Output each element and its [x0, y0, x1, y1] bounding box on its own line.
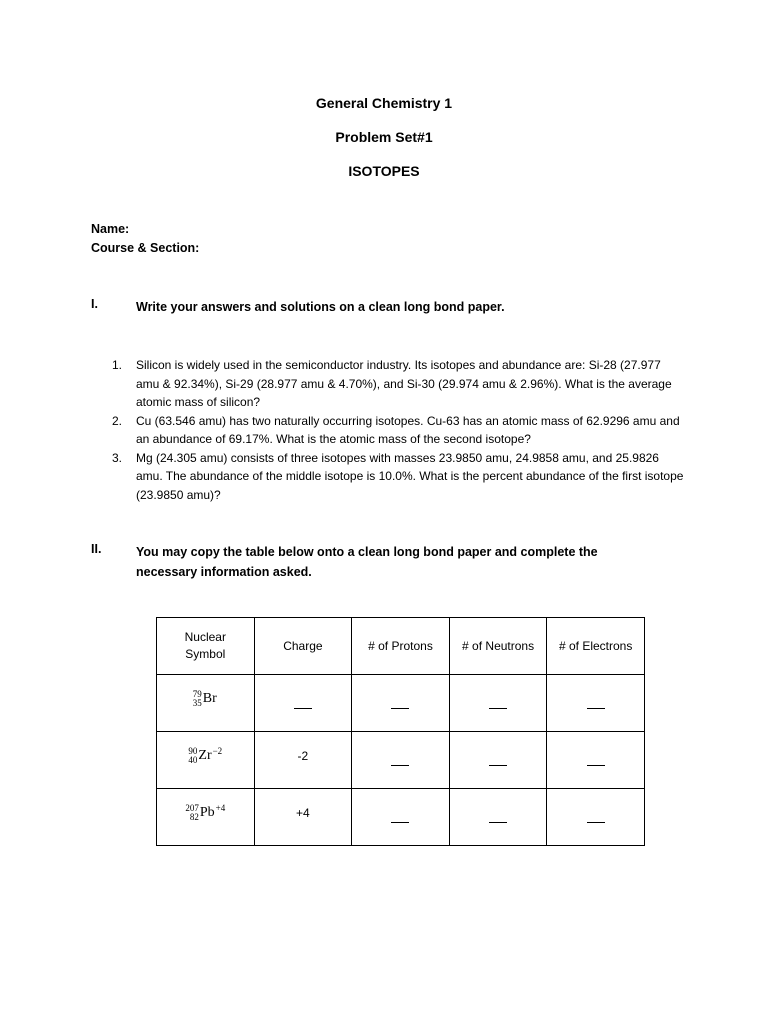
answer-blank: [587, 822, 605, 823]
nuclear-symbol-cell: [157, 789, 255, 846]
neutrons-cell: [449, 789, 547, 846]
question-number: 1.: [112, 358, 123, 372]
header-nuclear-symbol: Nuclear Symbol: [157, 618, 255, 675]
table-row: [157, 732, 645, 789]
question-item: [112, 449, 684, 505]
answer-blank: [489, 822, 507, 823]
nuclear-symbol: [188, 747, 222, 765]
section-1-numeral: I.: [91, 297, 98, 311]
mass-number: 79: [192, 689, 202, 699]
header-electrons: # of Electrons: [547, 618, 645, 675]
mass-number: 207: [185, 803, 199, 813]
isotope-table: [156, 617, 645, 846]
question-item: [112, 412, 684, 449]
header-neutrons: # of Neutrons: [449, 618, 547, 675]
question-text: Cu (63.546 amu) has two naturally occurring isotopes. Cu-63 has an atomic mass of 62.9296 amu and an abundance of 69.17%. What is the atomic mass of the second isotope?: [136, 413, 680, 446]
answer-blank: [489, 708, 507, 709]
question-number: 2.: [112, 413, 123, 428]
nuclear-symbol: [193, 690, 218, 708]
charge-cell: -2: [254, 728, 352, 785]
atomic-number: 82: [189, 812, 199, 822]
problem-set-title: Problem Set#1: [335, 129, 433, 145]
electrons-cell: [547, 789, 645, 846]
charge-cell: +4: [254, 785, 352, 842]
table-row: [157, 675, 645, 732]
mass-number: 90: [188, 746, 198, 756]
atomic-number: 40: [188, 755, 198, 765]
element-symbol: Br: [202, 691, 217, 706]
nuclear-symbol-cell: [157, 675, 255, 732]
element-symbol: Pb: [199, 805, 215, 820]
section-2-instruction: You may copy the table below onto a clean long bond paper and complete the necessary information asked.: [136, 545, 598, 579]
course-section-label: Course & Section:: [91, 241, 200, 255]
nuclear-symbol: [185, 804, 225, 822]
ion-charge: −2: [212, 746, 223, 756]
nuclear-symbol-cell: [157, 732, 255, 789]
protons-cell: [352, 732, 450, 789]
section-2-numeral: II.: [91, 542, 102, 556]
topic-title: ISOTOPES: [348, 163, 420, 179]
neutrons-cell: [449, 675, 547, 732]
atomic-number: 35: [192, 698, 202, 708]
section-1-instruction: Write your answers and solutions on a clean long bond paper.: [136, 300, 505, 314]
table-row: [157, 789, 645, 846]
header-protons: # of Protons: [352, 618, 450, 675]
name-label: Name:: [91, 222, 130, 236]
neutrons-cell: [449, 732, 547, 789]
course-title: General Chemistry 1: [315, 95, 453, 111]
answer-blank: [489, 765, 507, 766]
ion-charge: +4: [215, 803, 226, 813]
protons-cell: [352, 789, 450, 846]
answer-blank: [391, 708, 409, 709]
protons-cell: [352, 675, 450, 732]
question-number: 3.: [112, 450, 123, 465]
element-symbol: Zr: [198, 748, 212, 763]
question-text: Mg (24.305 amu) consists of three isotopes with masses 23.9850 amu, 24.9858 amu, and 25.9826 amu. The abundance of the middle isotope is 10.0%. What is the percent abundance of the first isotope (23.9850 amu)?: [136, 450, 684, 502]
table-header-row: [157, 618, 645, 675]
answer-blank: [587, 765, 605, 766]
electrons-cell: [547, 675, 645, 732]
header-charge: Charge: [254, 618, 352, 675]
charge-cell: [254, 675, 352, 732]
answer-blank: [391, 822, 409, 823]
question-item: [112, 356, 684, 412]
answer-blank: [391, 765, 409, 766]
electrons-cell: [547, 732, 645, 789]
answer-blank: [587, 708, 605, 709]
question-list: [112, 356, 684, 504]
question-text: Silicon is widely used in the semiconductor industry. Its isotopes and abundance are: Si-28 (27.977 amu & 92.34%), Si-29 (28.977 amu & 4.70%), and Si-30 (29.974 amu & 2.96%). What is the average atomic mass of silicon?: [136, 358, 672, 409]
answer-blank: [294, 708, 312, 709]
